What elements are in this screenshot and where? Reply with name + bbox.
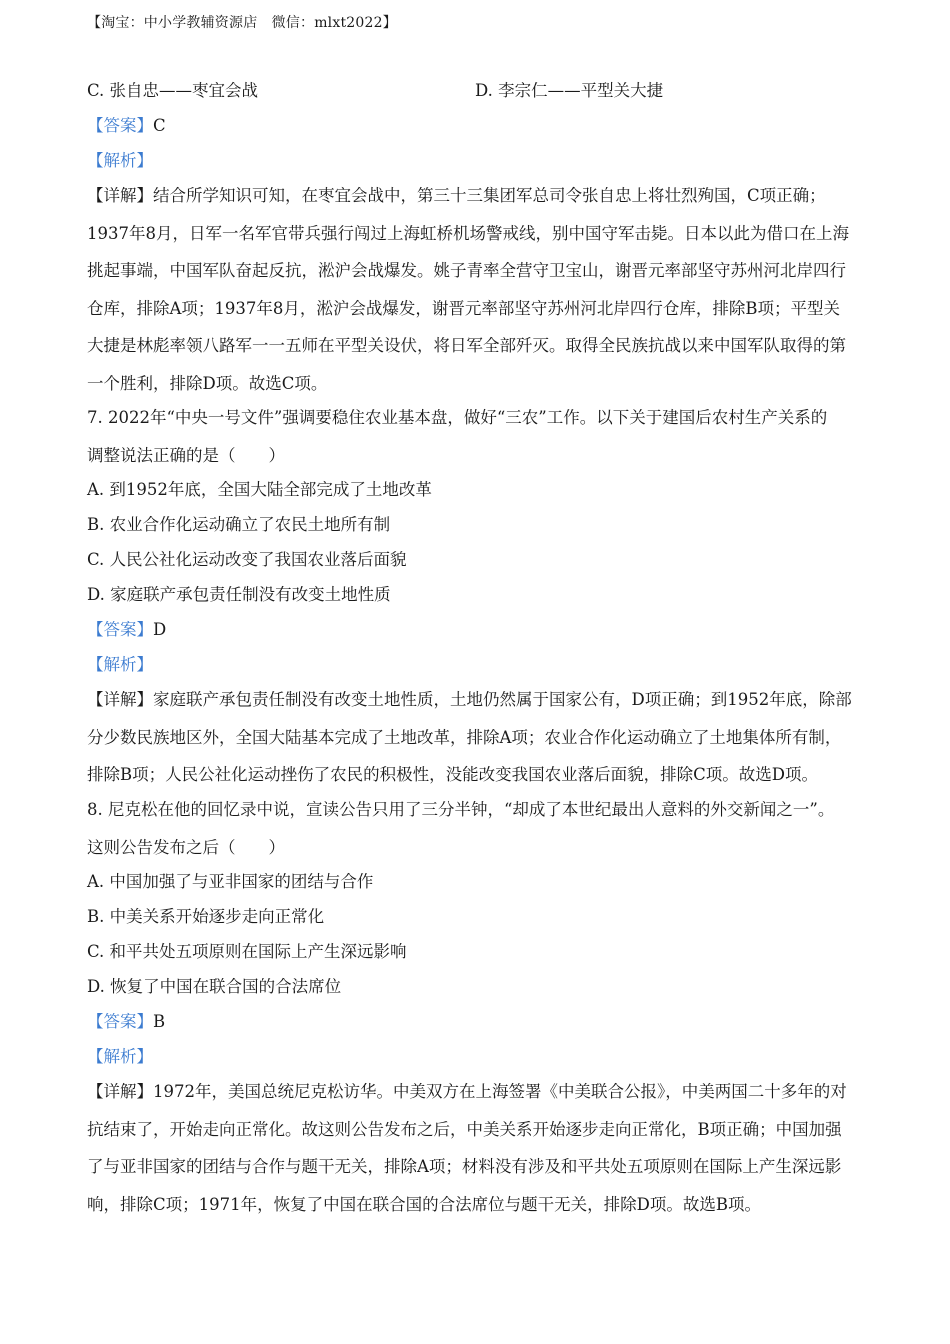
page-header: 【淘宝：中小学教辅资源店 微信：mlxt2022】: [87, 15, 397, 31]
stem-line: 8. 尼克松在他的回忆录中说，宣读公告只用了三分半钟，“却成了本世纪最出人意料的外交新闻之一”。: [87, 800, 835, 819]
q8-option-c: C. 和平共处五项原则在国际上产生深远影响: [87, 942, 407, 961]
detail-line: 【详解】结合所学知识可知，在枣宜会战中，第三十三集团军总司令张自忠上将壮烈殉国，C项正确；: [87, 186, 826, 205]
q7-option-c: C. 人民公社化运动改变了我国农业落后面貌: [87, 550, 407, 569]
detail-line: 1937年8月，日军一名军官带兵强行闯过上海虹桥机场警戒线，别中国守军击毙。日本以此为借口在上海: [87, 223, 849, 243]
q8-analysis-tag: 【解析】: [87, 1047, 153, 1066]
answer-tag: 【答案】: [87, 1012, 153, 1031]
q6-detail: [87, 185, 867, 410]
detail-line: 【详解】家庭联产承包责任制没有改变土地性质，土地仍然属于国家公有，D项正确；到1952年底，除部: [87, 690, 852, 709]
detail-tag: 【详解】: [87, 690, 153, 709]
q7-option-d: D. 家庭联产承包责任制没有改变土地性质: [87, 585, 391, 604]
q8-stem: [87, 799, 867, 874]
detail-line: 排除B项；人民公社化运动挫伤了农民的积极性，没能改变我国农业落后面貌，排除C项。故选D项。: [87, 765, 818, 784]
detail-line: 大捷是林彪率领八路军一一五师在平型关设伏，将日军全部歼灭。取得全民族抗战以来中国军队取得的第: [87, 336, 846, 355]
answer-value: C: [153, 116, 166, 135]
q8-option-d: D. 恢复了中国在联合国的合法席位: [87, 977, 342, 996]
q8-answer: [87, 1011, 165, 1033]
answer-tag: 【答案】: [87, 620, 153, 639]
q8-option-b: B. 中美关系开始逐步走向正常化: [87, 907, 325, 926]
q7-stem: [87, 407, 867, 482]
detail-line: 了与亚非国家的团结与合作与题干无关，排除A项；材料没有涉及和平共处五项原则在国际上产生深远影: [87, 1157, 842, 1176]
q7-analysis-tag: 【解析】: [87, 655, 153, 674]
stem-line: 这则公告发布之后（ ）: [87, 837, 285, 857]
detail-line: 仓库，排除A项；1937年8月，淞沪会战爆发，谢晋元率部坚守苏州河北岸四行仓库，排除B项；平型关: [87, 298, 841, 318]
stem-line: 调整说法正确的是（ ）: [87, 445, 285, 465]
q7-option-b: B. 农业合作化运动确立了农民土地所有制: [87, 515, 391, 534]
q7-option-a: A. 到1952年底，全国大陆全部完成了土地改革: [87, 480, 432, 499]
q6-answer: [87, 115, 166, 137]
q6-option-d: D. 李宗仁——平型关大捷: [475, 81, 664, 100]
q7-answer: [87, 619, 166, 641]
q8-detail: [87, 1081, 867, 1231]
detail-line: 挑起事端，中国军队奋起反抗，淞沪会战爆发。姚子青率全营守卫宝山，谢晋元率部坚守苏州河北岸四行: [87, 261, 846, 280]
detail-tag: 【详解】: [87, 186, 153, 205]
detail-line: 抗结束了，开始走向正常化。故这则公告发布之后，中美关系开始逐步走向正常化，B项正确；中国加强: [87, 1119, 842, 1139]
detail-line: 【详解】1972年，美国总统尼克松访华。中美双方在上海签署《中美联合公报》，中美两国二十多年的对: [87, 1082, 847, 1101]
answer-value: D: [153, 620, 167, 639]
answer-tag: 【答案】: [87, 116, 153, 135]
detail-tag: 【详解】: [87, 1082, 153, 1101]
q6-analysis-tag: 【解析】: [87, 151, 153, 170]
q8-option-a: A. 中国加强了与亚非国家的团结与合作: [87, 872, 374, 891]
q6-option-c: C. 张自忠——枣宜会战: [87, 81, 259, 100]
q7-detail: [87, 689, 867, 802]
stem-line: 7. 2022年“中央一号文件”强调要稳住农业基本盘，做好“三农”工作。以下关于建国后农村生产关系的: [87, 408, 828, 427]
detail-line: 一个胜利，排除D项。故选C项。: [87, 373, 328, 393]
answer-value: B: [153, 1012, 166, 1031]
detail-line: 分少数民族地区外，全国大陆基本完成了土地改革，排除A项；农业合作化运动确立了土地集体所有制，: [87, 727, 842, 747]
detail-line: 响，排除C项；1971年，恢复了中国在联合国的合法席位与题干无关，排除D项。故选B项。: [87, 1194, 761, 1214]
